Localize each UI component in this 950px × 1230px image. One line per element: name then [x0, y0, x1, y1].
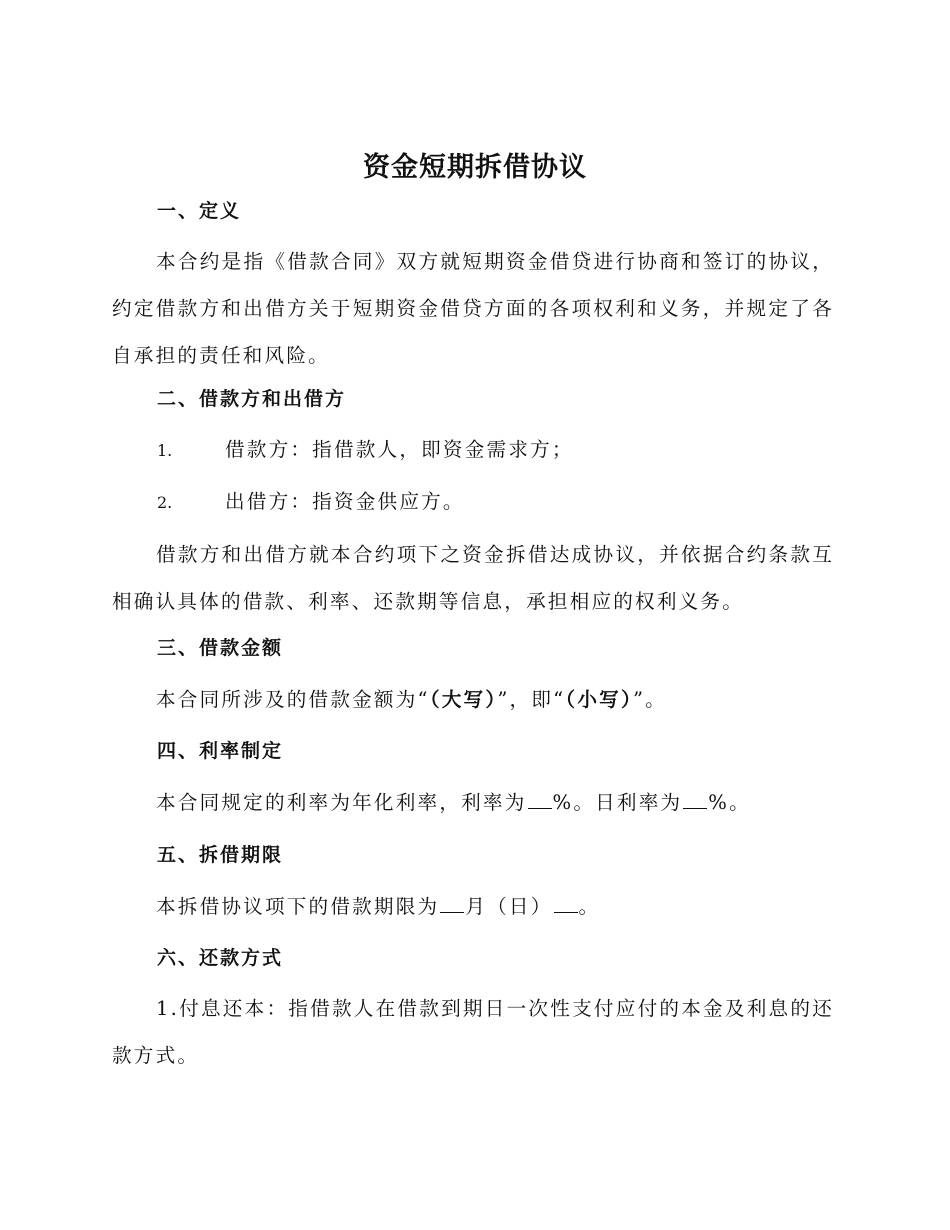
list-item-text: 借款方：指借款人，即资金需求方；: [225, 438, 574, 461]
term-paragraph: [112, 883, 834, 930]
amount-text-b: ”，即“: [497, 688, 566, 711]
section-heading-parties: 二、借款方和出借方: [157, 388, 347, 410]
parties-paragraph: 借款方和出借方就本合约项下之资金拆借达成协议，并依据合约条款互相确认具体的借款、利率、还款期等信息，承担相应的权利义务。: [112, 543, 834, 613]
term-day-blank: [554, 896, 578, 913]
interest-text-b: %。日利率为: [552, 791, 683, 814]
section-heading-amount: 三、借款金额: [157, 637, 284, 659]
section-heading-definition: 一、定义: [157, 200, 242, 222]
list-item: [157, 436, 574, 465]
document-title: 资金短期拆借协议: [363, 152, 587, 183]
interest-text-c: %。: [708, 791, 751, 814]
amount-text-a: 本合同所涉及的借款金额为“: [156, 688, 430, 711]
annual-rate-blank: [528, 792, 552, 809]
list-item-number: 1.: [157, 441, 173, 460]
list-item-text: 出借方：指资金供应方。: [225, 490, 465, 513]
amount-lowercase-placeholder: （小写）: [565, 688, 633, 711]
list-item: [157, 488, 465, 517]
interest-paragraph: [112, 779, 834, 826]
term-text-b: 月（日）: [465, 895, 553, 918]
daily-rate-blank: [683, 792, 707, 809]
repayment-paragraph: 1.付息还本：指借款人在借款到期日一次性支付应付的本金及利息的还款方式。: [112, 997, 834, 1067]
term-text-c: 。: [578, 895, 601, 918]
amount-uppercase-placeholder: （大写）: [429, 688, 498, 711]
term-text-a: 本拆借协议项下的借款期限为: [156, 895, 440, 918]
list-item-number: 2.: [157, 493, 173, 512]
definition-paragraph: 本合约是指《借款合同》双方就短期资金借贷进行协商和签订的协议，约定借款方和出借方关于短期资金借贷方面的各项权利和义务，并规定了各自承担的责任和风险。: [112, 250, 834, 367]
term-month-blank: [440, 896, 464, 913]
amount-text-c: ”。: [632, 688, 667, 711]
section-heading-interest: 四、利率制定: [157, 740, 284, 762]
amount-paragraph: [112, 676, 834, 723]
interest-text-a: 本合同规定的利率为年化利率，利率为: [156, 791, 527, 814]
section-heading-repayment: 六、还款方式: [157, 947, 284, 969]
section-heading-term: 五、拆借期限: [157, 844, 284, 866]
